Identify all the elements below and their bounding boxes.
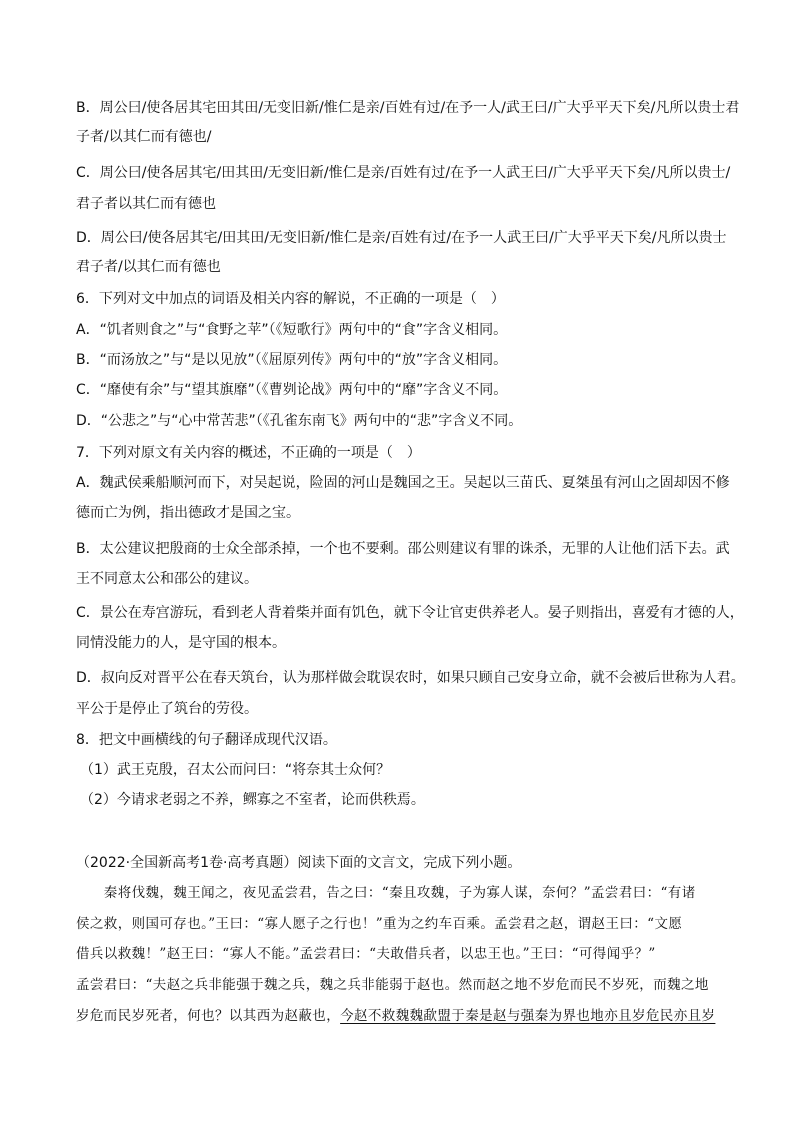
passage-line-2: 侯之救，则国可存也。”王曰：“寡人愿子之行也！”重为之约车百乘。孟尝君之赵，谓赵王曰：“文愿 xyxy=(76,916,683,932)
q7-option-a-line2: 德而亡为例，指出德政才是国之宝。 xyxy=(76,505,300,521)
q6-option-b: B．“而汤放之”与“是以见放”（《屈原列传》两句中的“放”字含义相同。 xyxy=(76,352,508,368)
q5-option-d-line2: 君子者/以其仁而有德也 xyxy=(76,259,221,275)
passage-line-5-plain: 岁危而民岁死者，何也？以其西为赵蔽也， xyxy=(76,1008,341,1024)
q5-option-c-line1: C．周公曰/使各居其宅/田其田/无变旧新/惟仁是亲/百姓有过/在予一人武王曰/广大乎平天下矣/凡所以贵士/ xyxy=(76,165,731,181)
q8-item-1: （1）武王克殷，召太公而问曰：“将奈其士众何？ xyxy=(80,762,391,778)
q7-option-d-line2: 平公于是停止了筑台的劳役。 xyxy=(76,701,258,717)
q6-option-d: D．“公悲之”与“心中常苦悲”（《孔雀东南飞》两句中的“悲”字含义不同。 xyxy=(76,413,523,429)
q6-option-c: C．“靡使有余”与“望其旗靡”（《曹刿论战》两句中的“靡”字含义不同。 xyxy=(76,382,508,398)
q7-option-a-line1: A．魏武侯乘船顺河而下，对吴起说，险固的河山是魏国之王。吴起以三苗氏、夏桀虽有河山之固却因不修 xyxy=(76,475,730,491)
q8-item-2: （2）今请求老弱之不养，鳏寡之不室者，论而供秩焉。 xyxy=(80,792,425,808)
q5-option-b-line1: B．周公曰/使各居其宅田其田/无变旧新/惟仁是亲/百姓有过/在予一人/武王曰/广大乎平天下矣/凡所以贵士君 xyxy=(76,100,740,116)
q6-option-a: A．“饥者则食之”与“食野之苹”（《短歌行》两句中的“食”字含义相同。 xyxy=(76,322,508,338)
q7-option-c-line1: C．景公在寿宫游玩，看到老人背着柴并面有饥色，就下令让官吏供养老人。晏子则指出，喜爱有才德的人， xyxy=(76,605,744,621)
q6-stem: 6．下列对文中加点的词语及相关内容的解说，不正确的一项是（ ） xyxy=(76,291,505,307)
passage-line-4: 孟尝君曰：“夫赵之兵非能强于魏之兵，魏之兵非能弱于赵也。然而赵之地不岁危而民不岁死，而魏之地 xyxy=(76,977,709,993)
passage-line-5 xyxy=(76,1006,726,1026)
passage-source: （2022·全国新高考1卷·高考真题）阅读下面的文言文，完成下列小题。 xyxy=(76,855,522,871)
q5-option-d-line1: D．周公曰/使各居其宅/田其田/无变旧新/惟仁是亲/百姓有过/在予一人武王曰/广大乎平天下矣/凡所以贵士 xyxy=(76,230,727,246)
q7-stem: 7．下列对原文有关内容的概述，不正确的一项是（ ） xyxy=(76,445,421,461)
q7-option-d-line1: D．叔向反对晋平公在春天筑台，认为那样做会耽误农时，如果只顾自己安身立命，就不会被后世称为人君。 xyxy=(76,670,745,686)
q5-option-c-line2: 君子者以其仁而有德也 xyxy=(76,196,216,212)
underlined-sentence: 今赵不救魏魏歃盟于秦是赵与强秦为界也地亦且岁危民亦且岁 xyxy=(340,1008,716,1024)
passage-line-1: 秦将伐魏，魏王闻之，夜见孟尝君，告之曰：“秦且攻魏，子为寡人谋，奈何？”孟尝君曰：“有诸 xyxy=(76,885,696,901)
q8-stem: 8．把文中画横线的句子翻译成现代汉语。 xyxy=(76,732,337,748)
q7-option-c-line2: 同情没能力的人，是守国的根本。 xyxy=(76,635,286,651)
q5-option-b-line2: 子者/以其仁而有德也/ xyxy=(76,129,212,145)
passage-line-3: 借兵以救魏！”赵王曰：“寡人不能。”孟尝君曰：“夫敢借兵者，以忠王也。”王曰：“可得闻乎？” xyxy=(76,946,656,962)
q7-option-b-line2: 王不同意太公和邵公的建议。 xyxy=(76,571,258,587)
q7-option-b-line1: B．太公建议把殷商的士众全部杀掉，一个也不要剩。邵公则建议有罪的诛杀，无罪的人让他们活下去。武 xyxy=(76,541,730,557)
